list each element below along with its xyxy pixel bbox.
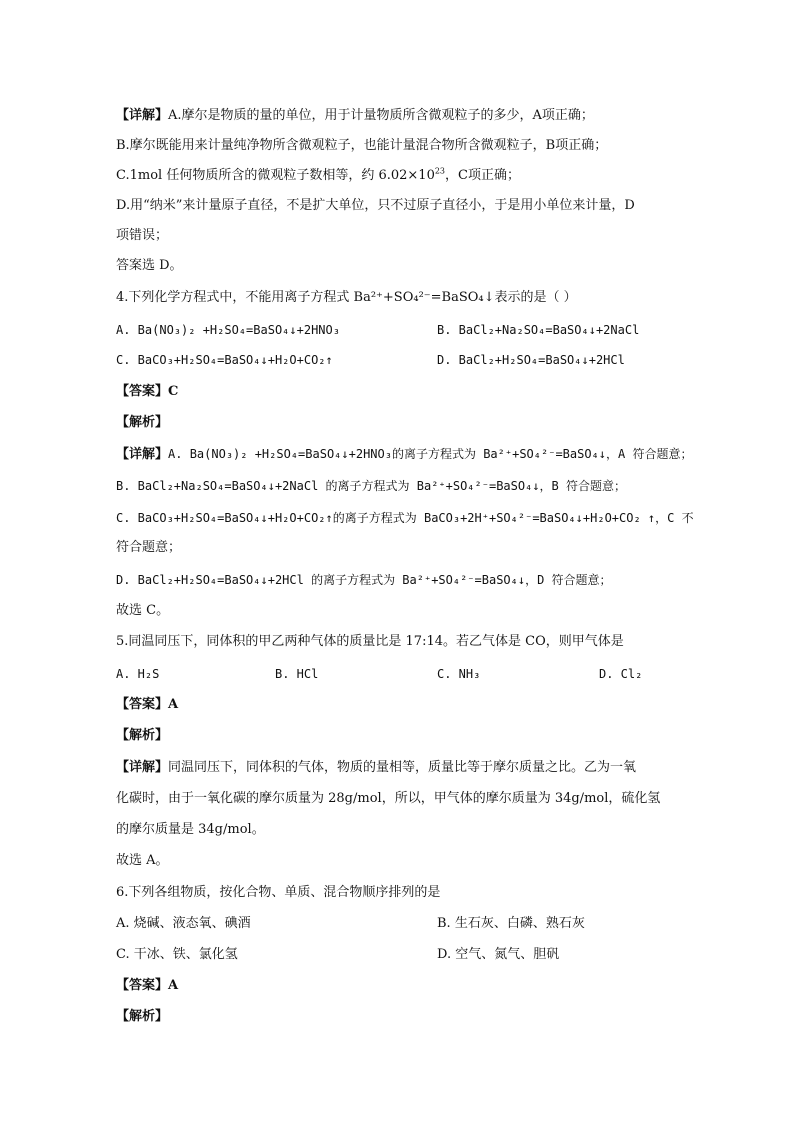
q5-analysis-tag: 【解析】 xyxy=(116,728,169,743)
q4-explanation-a: 【详解】A. Ba(NO₃)₂ +H₂SO₄=BaSO₄↓+2HNO₃的离子方程式为 Ba²⁺+SO₄²⁻=BaSO₄↓，A 符合题意； xyxy=(116,447,693,462)
q4-stem: 4.下列化学方程式中，不能用离子方程式 Ba²⁺+SO₄²⁻=BaSO₄↓表示的是（ ） xyxy=(116,290,577,305)
q4-explanation-d: D. BaCl₂+H₂SO₄=BaSO₄↓+2HCl 的离子方程式为 Ba²⁺+SO₄²⁻=BaSO₄↓，D 符合题意； xyxy=(116,573,612,587)
q4-option-b: B. BaCl₂+Na₂SO₄=BaSO₄↓+2NaCl xyxy=(437,323,640,337)
q6-option-a: A. 烧碱、液态氧、碘酒 xyxy=(116,916,251,931)
detail-tag: 【详解】 xyxy=(116,108,169,123)
q4-explanation-c-cont: 符合题意； xyxy=(116,540,182,555)
q4-option-c: C. BaCO₃+H₂SO₄=BaSO₄↓+H₂O+CO₂↑ xyxy=(116,353,333,367)
q3-explanation-d-cont: 项错误； xyxy=(116,228,169,243)
q4-option-d: D. BaCl₂+H₂SO₄=BaSO₄↓+2HCl xyxy=(437,353,625,367)
q5-explanation-3: 的摩尔质量是 34g/mol。 xyxy=(116,822,265,837)
q6-answer: 【答案】A xyxy=(116,978,179,993)
q5-explanation-1: 【详解】同温同压下，同体积的气体，物质的量相等，质量比等于摩尔质量之比。乙为一氧 xyxy=(116,760,637,775)
q3-explanation-a: 【详解】A.摩尔是物质的量的单位，用于计量物质所含微观粒子的多少，A项正确； xyxy=(116,108,594,123)
q6-analysis-tag: 【解析】 xyxy=(116,1009,169,1024)
q6-option-b: B. 生石灰、白磷、熟石灰 xyxy=(437,916,585,931)
q5-explanation-2: 化碳时，由于一氧化碳的摩尔质量为 28g/mol，所以，甲气体的摩尔质量为 34g/mol，硫化氢 xyxy=(116,791,661,806)
q5-option-b: B. HCl xyxy=(275,667,319,681)
q5-option-a: A. H₂S xyxy=(116,667,160,681)
q5-conclusion: 故选 A。 xyxy=(116,853,169,868)
q4-conclusion: 故选 C。 xyxy=(116,603,170,618)
q3-answer: 答案选 D。 xyxy=(116,258,183,273)
q5-option-c: C. NH₃ xyxy=(437,667,481,681)
q4-explanation-b: B. BaCl₂+Na₂SO₄=BaSO₄↓+2NaCl 的离子方程式为 Ba²⁺+SO₄²⁻=BaSO₄↓，B 符合题意； xyxy=(116,479,627,493)
q5-stem: 5.同温同压下，同体积的甲乙两种气体的质量比是 17:14。若乙气体是 CO，则甲气体是 xyxy=(116,634,624,649)
q6-stem: 6.下列各组物质，按化合物、单质、混合物顺序排列的是 xyxy=(116,885,441,900)
q6-option-d: D. 空气、氮气、胆矾 xyxy=(437,947,560,962)
q3-explanation-c: C.1mol 任何物质所含的微观粒子数相等，约 $6.02\times 10^{23}$，C项正确； xyxy=(116,166,520,183)
q4-option-a: A. Ba(NO₃)₂ +H₂SO₄=BaSO₄↓+2HNO₃ xyxy=(116,323,340,337)
q4-answer: 【答案】C xyxy=(116,384,179,399)
q5-answer: 【答案】A xyxy=(116,697,179,712)
q4-analysis-tag: 【解析】 xyxy=(116,415,169,430)
q3-explanation-b: B.摩尔既能用来计量纯净物所含微观粒子，也能计量混合物所含微观粒子，B项正确； xyxy=(116,138,608,153)
q5-option-d: D. Cl₂ xyxy=(599,667,643,681)
q3-explanation-d: D.用“纳米”来计量原子直径，不是扩大单位，只不过原子直径小，于是用小单位来计量，D xyxy=(116,198,635,213)
q6-option-c: C. 干冰、铁、氯化氢 xyxy=(116,947,238,962)
q4-explanation-c: C. BaCO₃+H₂SO₄=BaSO₄↓+H₂O+CO₂↑的离子方程式为 BaCO₃+2H⁺+SO₄²⁻=BaSO₄↓+H₂O+CO₂ ↑，C 不 xyxy=(116,511,694,525)
